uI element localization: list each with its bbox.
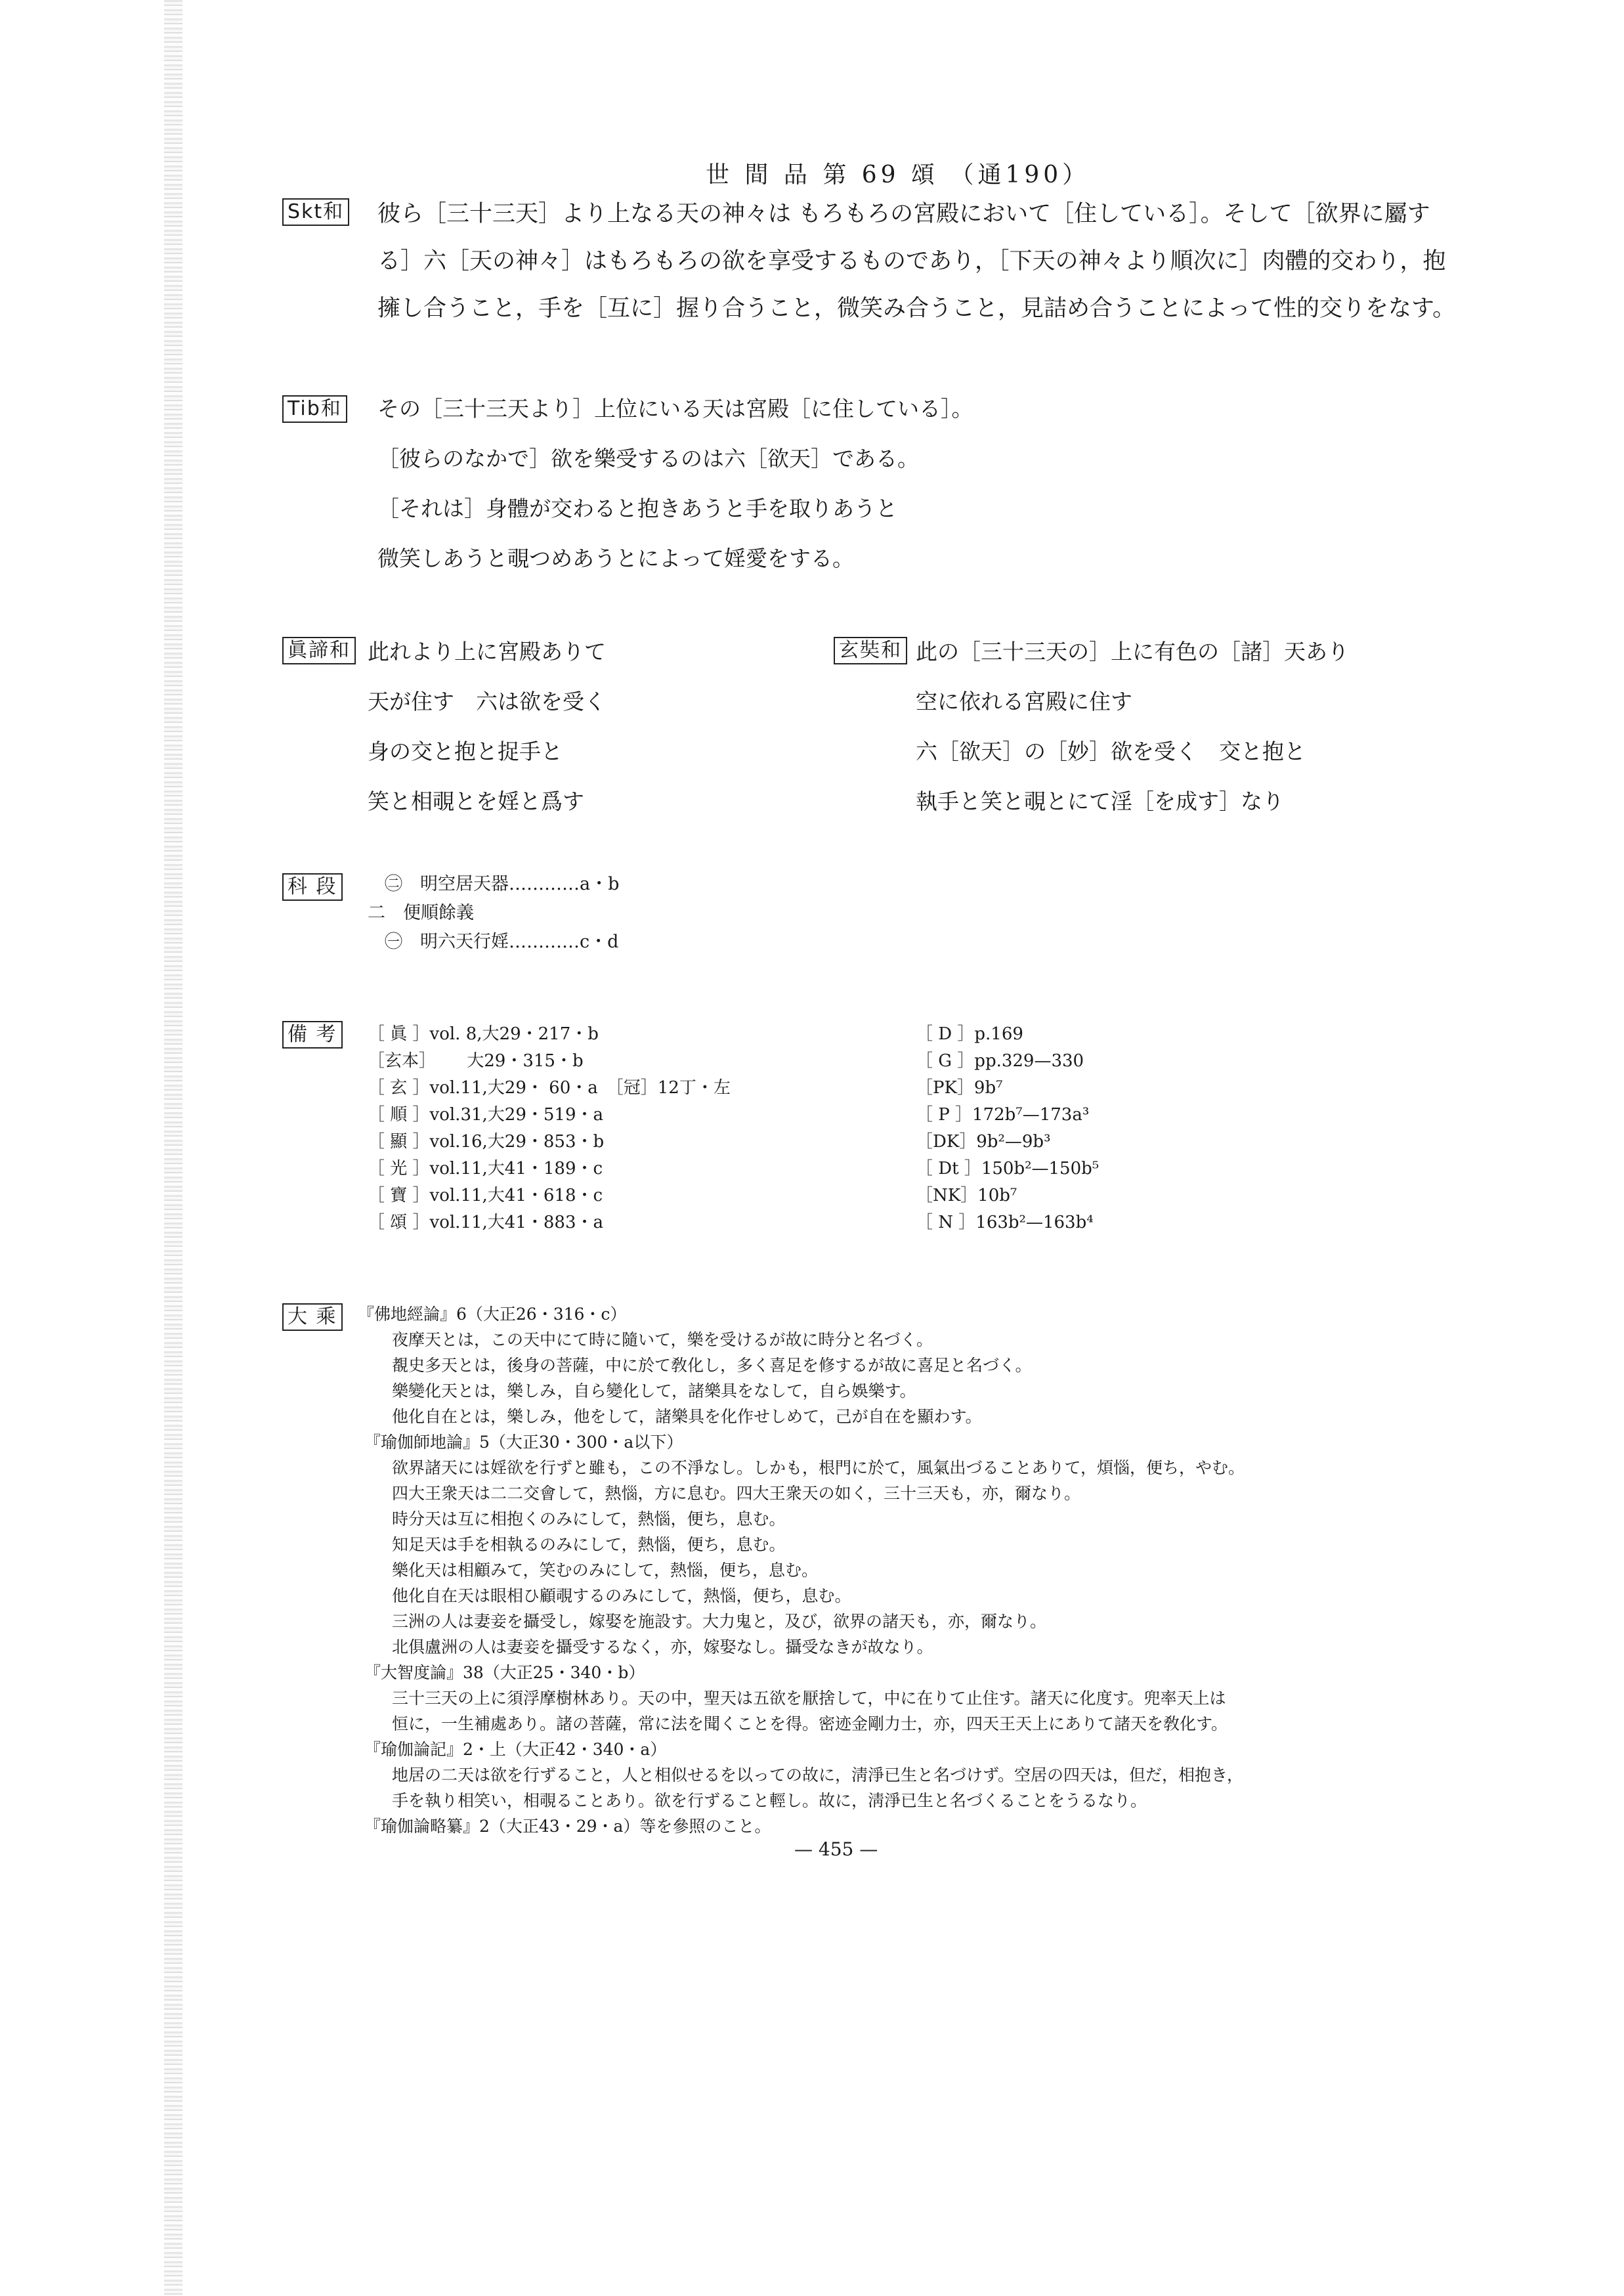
- kadan-line: ㊁ 明空居天器…………a・b: [385, 874, 620, 894]
- reference-row: ［ 顯 ］vol.16,大29・853・b: [368, 1132, 605, 1152]
- daijo-line: 夜摩天とは，この天中にて時に隨いて，樂を受けるが故に時分と名づく。: [392, 1330, 933, 1349]
- genjo-text: [916, 627, 1349, 827]
- daijo-line: 時分天は互に相抱くのみにして，熱惱，便ち，息む。: [392, 1509, 786, 1528]
- reference-row: ［DK］9b²—9b³: [916, 1132, 1051, 1152]
- daijo-line: 他化自在とは，樂しみ，他をして，諸樂具を化作せしめて，己が自在を顯わす。: [392, 1407, 982, 1426]
- skt-label: Skt和: [282, 198, 349, 226]
- reference-row: ［ D ］p.169: [916, 1024, 1023, 1044]
- biko-label: 備 考: [282, 1021, 343, 1049]
- tib-text: [377, 384, 973, 584]
- shintei-label: 眞諦和: [282, 637, 356, 664]
- biko-left: [368, 1021, 731, 1236]
- daijo-line: 『佛地經論』6（大正26・316・c）: [358, 1305, 627, 1324]
- page-number: — 455 —: [794, 1838, 878, 1860]
- genjo-line: 執手と笑と覗とにて淫［を成す］なり: [916, 789, 1284, 814]
- tib-line: 微笑しあうと覗つめあうとによって婬愛をする。: [377, 546, 854, 571]
- daijo-line: 手を執り相笑い，相覗ることあり。欲を行ずること輕し。故に，淸淨已生と名づくることをうるなり。: [392, 1791, 1147, 1810]
- daijo-line: 樂化天は相顧みて，笑むのみにして，熱惱，便ち，息む。: [392, 1561, 819, 1580]
- shintei-line: 笑と相覗とを婬と爲す: [368, 789, 584, 814]
- reference-row: ［ 順 ］vol.31,大29・519・a: [368, 1105, 604, 1125]
- reference-row: ［ 寶 ］vol.11,大41・618・c: [368, 1186, 603, 1205]
- genjo-label: 玄奘和: [834, 637, 907, 664]
- daijo-line: 他化自在天は眼相ひ顧覗するのみにして，熱惱，便ち，息む。: [392, 1586, 851, 1605]
- reference-row: ［ Dt ］150b²—150b⁵: [916, 1159, 1100, 1179]
- daijo-line: 欲界諸天には婬欲を行ずと雖も，この不淨なし。しかも，根門に於て，風氣出づることありて，煩惱，便ち，やむ。: [392, 1458, 1245, 1477]
- shintei-line: 此れより上に宮殿ありて: [368, 639, 606, 664]
- tib-line: ［彼らのなかで］欲を樂受するのは六［欲天］である。: [377, 446, 919, 471]
- reference-row: ［ 頌 ］vol.11,大41・883・a: [368, 1213, 604, 1232]
- tib-line: ［それは］身體が交わると抱きあうと手を取りあうと: [377, 496, 897, 521]
- reference-row: ［ 光 ］vol.11,大41・189・c: [368, 1159, 603, 1179]
- genjo-line: 六［欲天］の［妙］欲を受く 交と抱と: [916, 739, 1306, 764]
- biko-right: [916, 1021, 1099, 1236]
- daijo-text: [358, 1301, 1245, 1839]
- reference-row: ［玄本］ 大29・315・b: [368, 1051, 584, 1071]
- daijo-line: 『瑜伽論略纂』2（大正43・29・a）等を參照のこと。: [364, 1817, 771, 1836]
- daijo-line: 三洲の人は妻妾を攝受し，嫁娶を施設す。大力鬼と，及び，欲界の諸天も，亦，爾なり。: [392, 1612, 1047, 1631]
- daijo-label: 大 乘: [282, 1303, 343, 1331]
- skt-line: 擁し合うこと，手を［互に］握り合うこと，微笑み合うこと，見詰め合うことによって性的交りをなす。: [377, 295, 1456, 322]
- kadan-label: 科 段: [282, 873, 343, 901]
- daijo-line: 三十三天の上に須浮摩樹林あり。天の中，聖天は五欲を厭捨して，中に在りて止住す。諸天に化度す。兜率天上は: [392, 1689, 1226, 1708]
- reference-row: ［ 玄 ］vol.11,大29・ 60・a ［冠］12丁・左: [368, 1078, 731, 1098]
- page-title: 世 間 品 第 69 頌 （通190）: [706, 162, 1090, 188]
- daijo-line: 知足天は手を相執るのみにして，熱惱，便ち，息む。: [392, 1535, 786, 1554]
- kadan-text: [368, 870, 619, 957]
- daijo-line: 『大智度論』38（大正25・340・b）: [364, 1663, 645, 1682]
- reference-row: ［ 眞 ］vol. 8,大29・217・b: [368, 1024, 599, 1044]
- reference-row: ［ P ］172b⁷—173a³: [916, 1105, 1090, 1125]
- skt-line: 彼ら［三十三天］より上なる天の神々は もろもろの宮殿において［住している］。そして［欲界に屬す: [377, 201, 1430, 227]
- daijo-line: 北俱盧洲の人は妻妾を攝受するなく，亦，嫁娶なし。攝受なきが故なり。: [392, 1637, 933, 1657]
- genjo-line: 此の［三十三天の］上に有色の［諸］天あり: [916, 639, 1349, 664]
- daijo-line: 『瑜伽師地論』5（大正30・300・a以下）: [364, 1433, 683, 1452]
- kadan-line: ㊀ 明六天行婬…………c・d: [385, 932, 619, 952]
- tib-line: その［三十三天より］上位にいる天は宮殿［に住している］。: [377, 396, 973, 422]
- daijo-line: 四大王衆天は二二交會して，熱惱，方に息む。四大王衆天の如く，三十三天も，亦，爾なり。: [392, 1484, 1081, 1503]
- kadan-line: 二 便順餘義: [368, 903, 474, 923]
- shintei-text: [368, 627, 606, 827]
- skt-text: [377, 190, 1455, 332]
- daijo-line: 樂變化天とは，樂しみ，自ら變化して，諸樂具をなして，自ら娛樂す。: [392, 1381, 916, 1400]
- shintei-line: 身の交と抱と捉手と: [368, 739, 563, 764]
- skt-line: る］六［天の神々］はもろもろの欲を享受するものであり，［下天の神々より順次に］肉體的交わり，抱: [377, 248, 1446, 274]
- reference-row: ［ N ］163b²—163b⁴: [916, 1213, 1094, 1232]
- scan-edge: [164, 0, 182, 2296]
- reference-row: ［NK］10b⁷: [916, 1186, 1017, 1205]
- daijo-line: 『瑜伽論記』2・上（大正42・340・a）: [364, 1740, 667, 1759]
- daijo-line: 覩史多天とは，後身の菩薩，中に於て敎化し，多く喜足を修するが故に喜足と名づく。: [392, 1356, 1032, 1375]
- shintei-line: 天が住す 六は欲を受く: [368, 689, 606, 714]
- genjo-line: 空に依れる宮殿に住す: [916, 689, 1132, 714]
- tib-label: Tib和: [282, 395, 347, 423]
- daijo-line: 恒に，一生補處あり。諸の菩薩，常に法を聞くことを得。密迹金剛力士，亦，四天王天上にありて諸天を敎化す。: [392, 1714, 1228, 1733]
- reference-row: ［PK］9b⁷: [916, 1078, 1003, 1098]
- daijo-line: 地居の二天は欲を行ずること，人と相似せるを以っての故に，淸淨已生と名づけず。空居の四天は，但だ，相抱き，: [392, 1765, 1244, 1785]
- reference-row: ［ G ］pp.329—330: [916, 1051, 1084, 1071]
